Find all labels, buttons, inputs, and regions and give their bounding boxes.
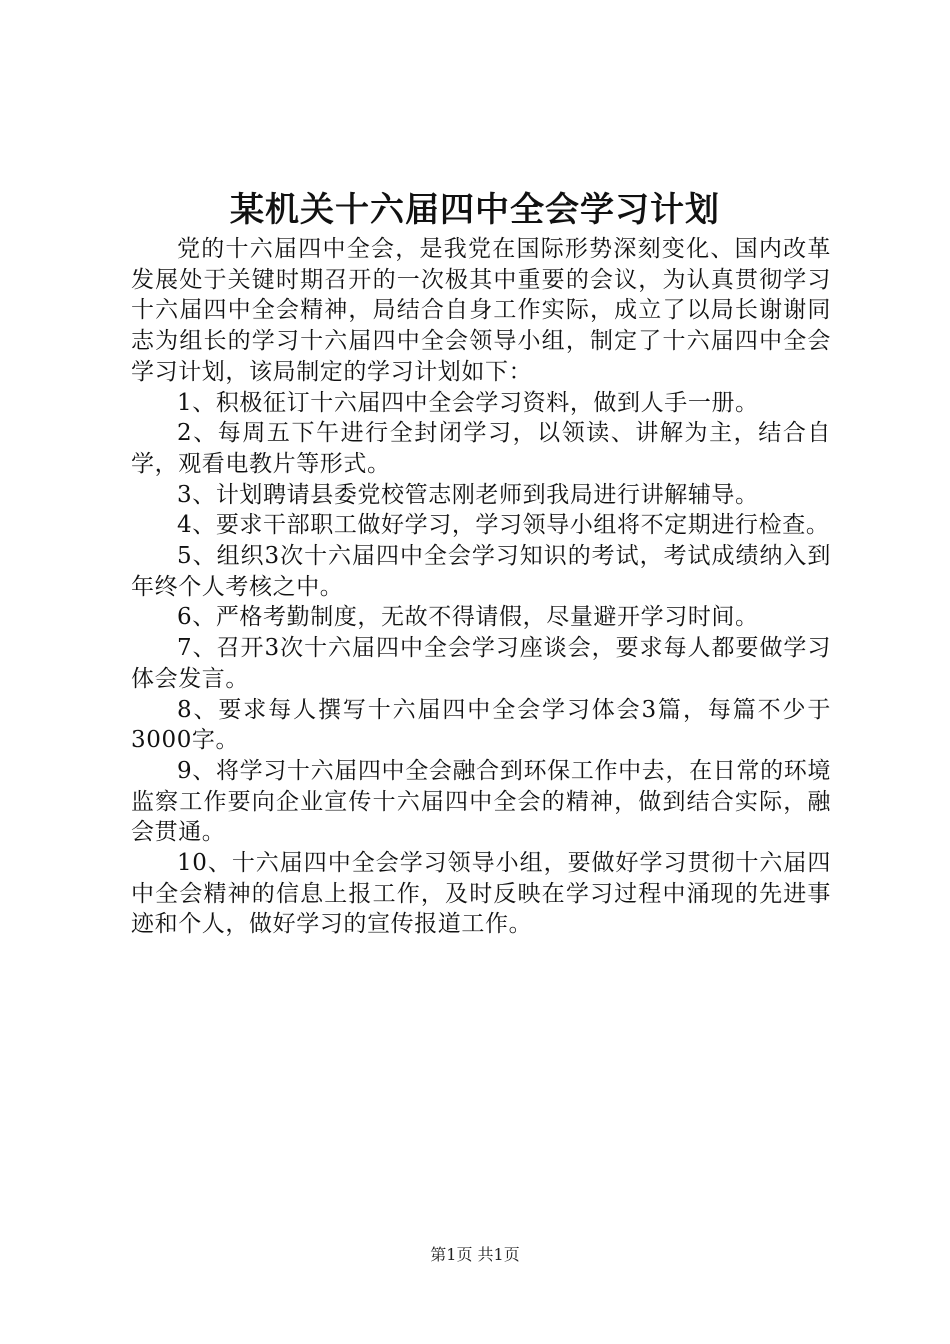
plan-item-6: 6、严格考勤制度，无故不得请假，尽量避开学习时间。 (177, 604, 759, 631)
plan-item-5: 5、组织3次十六届四中全会学习知识的考试，考试成绩纳入到年终个人考核之中。 (131, 543, 831, 600)
document-title: 某机关十六届四中全会学习计划 (230, 190, 720, 230)
plan-item-4: 4、要求干部职工做好学习，学习领导小组将不定期进行检查。 (177, 512, 830, 539)
intro-paragraph: 党的十六届四中全会，是我党在国际形势深刻变化、国内改革发展处于关键时期召开的一次极其中重要的会议，为认真贯彻学习十六届四中全会精神，局结合自身工作实际，成立了以局长谢谢同志为组长的学习十六届四中全会领导小组，制定了十六届四中全会学习计划，该局制定的学习计划如下： (131, 236, 831, 385)
plan-item-2: 2、每周五下午进行全封闭学习，以领读、讲解为主，结合自学，观看电教片等形式。 (131, 420, 831, 477)
plan-item-3: 3、计划聘请县委党校管志刚老师到我局进行讲解辅导。 (177, 481, 759, 508)
plan-item-8: 8、要求每人撰写十六届四中全会学习体会3篇，每篇不少于3000字。 (131, 696, 831, 754)
document-body (131, 234, 831, 940)
page-footer: 第1页 共1页 (430, 1245, 520, 1264)
plan-item-10: 10、十六届四中全会学习领导小组，要做好学习贯彻十六届四中全会精神的信息上报工作，及时反映在学习过程中涌现的先进事迹和个人，做好学习的宣传报道工作。 (131, 850, 831, 938)
plan-item-7: 7、召开3次十六届四中全会学习座谈会，要求每人都要做学习体会发言。 (131, 635, 831, 692)
plan-item-1: 1、积极征订十六届四中全会学习资料，做到人手一册。 (177, 389, 759, 416)
plan-item-9: 9、将学习十六届四中全会融合到环保工作中去，在日常的环境监察工作要向企业宣传十六届四中全会的精神，做到结合实际，融会贯通。 (131, 757, 831, 846)
